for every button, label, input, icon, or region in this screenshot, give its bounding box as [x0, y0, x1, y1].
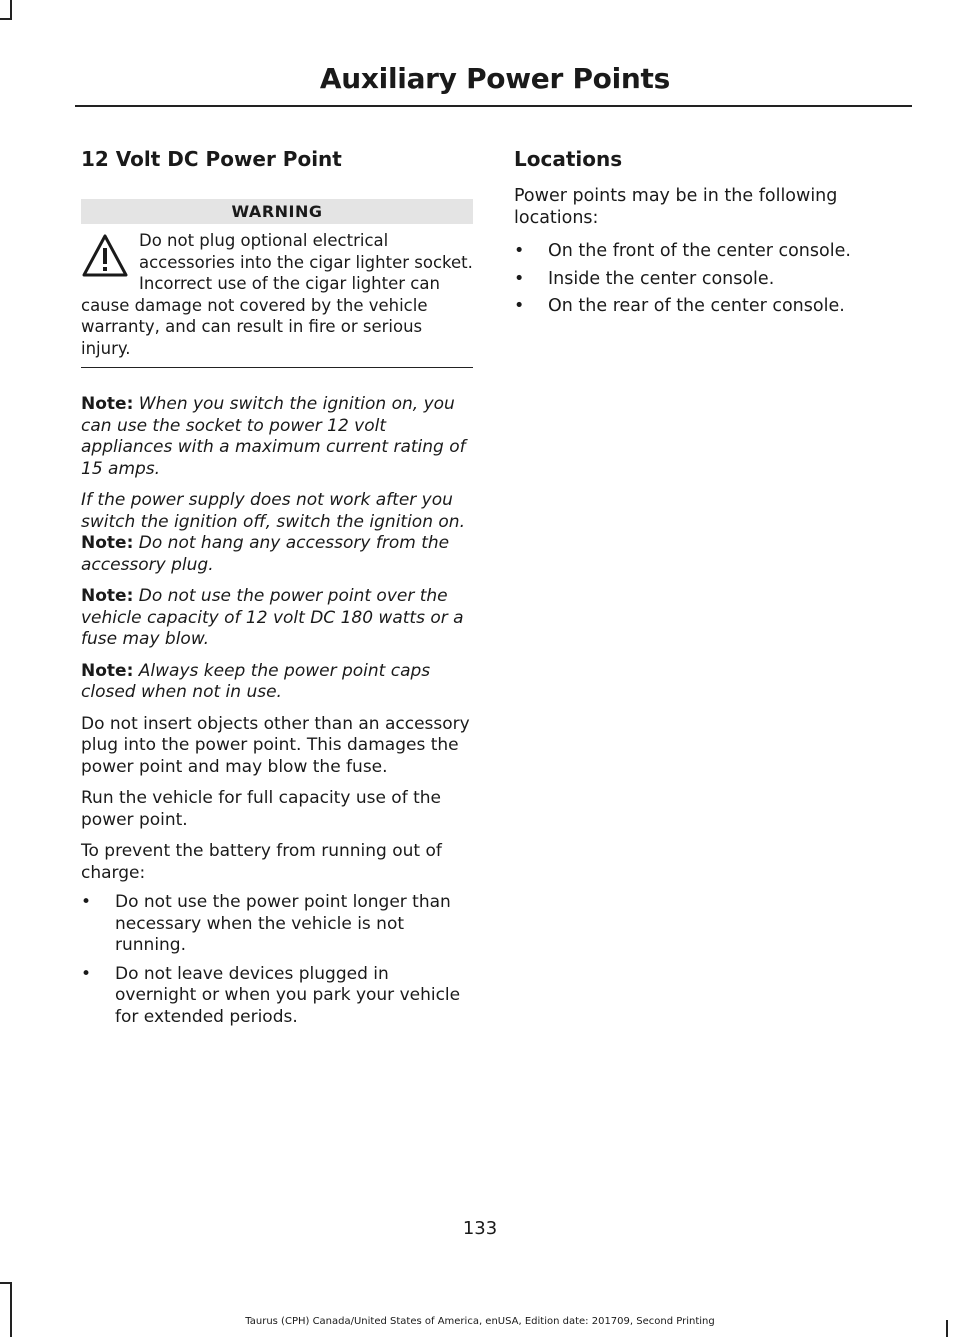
list-item: • Do not use the power point longer than necessary when the vehicle is not running. — [81, 892, 473, 957]
warning-triangle-icon — [81, 232, 129, 280]
list-item: • On the front of the center console. — [514, 241, 904, 263]
section-heading: Locations — [514, 147, 623, 171]
page-title: Auxiliary Power Points — [319, 62, 670, 95]
left-column — [81, 146, 473, 1035]
note-text: When you switch the ignition on, you can use the socket to power 12 volt appliances with a maximum current rating of 15 amps. — [81, 394, 466, 479]
note-continuation: If the power supply does not work after you switch the ignition off, switch the ignition on. — [81, 490, 465, 532]
body-paragraph: Power points may be in the following locations: — [514, 186, 838, 228]
note-text: Do not use the power point over the vehicle capacity of 12 volt DC 180 watts or a fuse may blow. — [81, 586, 464, 649]
note-label: Note: — [81, 660, 134, 681]
note-text: Do not hang any accessory from the accessory plug. — [81, 533, 450, 575]
note-paragraph — [81, 586, 473, 651]
warning-box — [81, 199, 473, 368]
header-divider — [75, 105, 912, 107]
crop-mark — [10, 1282, 12, 1337]
warning-text: Do not plug optional electrical accessories into the cigar lighter socket. Incorrect use of the cigar lighter can cause damage not covered by the vehicle warranty, and can result in fire or serious injury. — [81, 231, 473, 358]
note-text: Always keep the power point caps closed when not in use. — [81, 660, 431, 702]
list-item: • Inside the center console. — [514, 269, 904, 291]
bullet-list — [81, 892, 473, 1028]
note-paragraph — [81, 533, 473, 576]
list-item: • On the rear of the center console. — [514, 296, 904, 318]
note-paragraph — [81, 661, 473, 704]
crop-mark — [0, 1282, 12, 1284]
warning-body — [81, 230, 473, 368]
body-paragraph: To prevent the battery from running out of charge: — [81, 841, 442, 883]
body-paragraph: Run the vehicle for full capacity use of the power point. — [81, 788, 441, 830]
note-label: Note: — [81, 586, 134, 606]
note-label: Note: — [81, 533, 134, 553]
section-heading: 12 Volt DC Power Point — [81, 147, 342, 171]
list-item: • Do not leave devices plugged in overnight or when you park your vehicle for extended periods. — [81, 964, 473, 1029]
crop-mark — [0, 18, 12, 20]
note-paragraph — [81, 394, 473, 480]
right-column — [514, 146, 904, 324]
warning-label: WARNING — [81, 199, 473, 224]
note-label: Note: — [81, 394, 134, 414]
page-number: 133 — [462, 1218, 498, 1239]
crop-mark — [10, 0, 12, 18]
body-paragraph: Do not insert objects other than an accessory plug into the power point. This damages the power point and may blow the fuse. — [81, 713, 470, 777]
bullet-list — [514, 241, 904, 318]
footer-text: Taurus (CPH) Canada/United States of America, enUSA, Edition date: 201709, Second Printing — [245, 1316, 715, 1327]
